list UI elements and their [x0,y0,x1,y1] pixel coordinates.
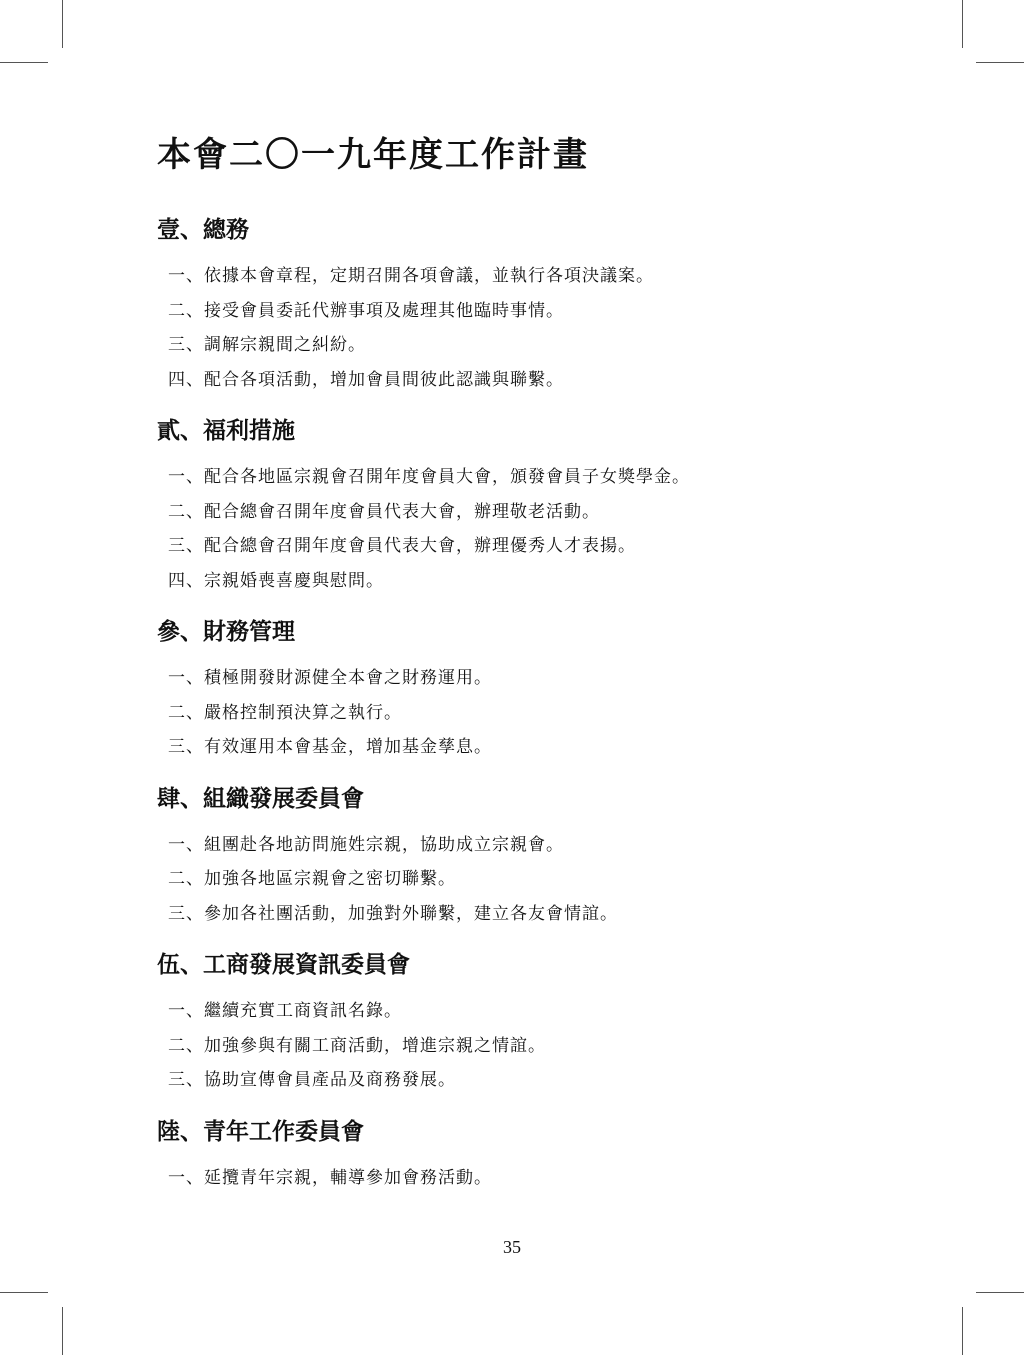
list-item: 二、嚴格控制預決算之執行。 [168,702,402,723]
crop-mark [976,1292,1024,1293]
crop-mark [962,1307,963,1355]
crop-mark [976,62,1024,63]
page-number: 35 [503,1237,521,1257]
crop-mark [962,0,963,48]
section-heading: 壹、總務 [157,217,249,243]
section-heading: 陸、青年工作委員會 [157,1118,364,1145]
list-item: 一、配合各地區宗親會召開年度會員大會，頒發會員子女獎學金。 [168,467,690,487]
list-item: 四、配合各項活動，增加會員間彼此認識與聯繫。 [168,369,564,390]
section-welfare [157,416,937,598]
section-business-info [157,950,937,1098]
section-organization [157,784,937,932]
section-heading: 參、財務管理 [157,619,295,645]
list-item: 一、延攬青年宗親，輔導參加會務活動。 [168,1167,492,1188]
section-heading: 伍、工商發展資訊委員會 [157,952,410,978]
list-item: 二、接受會員委託代辦事項及處理其他臨時事情。 [168,300,564,321]
crop-mark [62,1307,63,1355]
crop-mark [0,62,48,63]
work-plan-content [157,205,937,1195]
section-general-affairs [157,215,937,397]
crop-mark [62,0,63,48]
section-heading: 肆、組織發展委員會 [157,785,364,812]
list-item: 一、組團赴各地訪問施姓宗親，協助成立宗親會。 [168,834,564,855]
section-finance [157,617,937,765]
section-youth [157,1117,937,1196]
list-item: 三、參加各社團活動，加強對外聯繫，建立各友會情誼。 [168,903,618,924]
page-title: 本會二〇一九年度工作計畫 [157,135,589,175]
section-heading: 貳、福利措施 [157,418,295,444]
list-item: 一、積極開發財源健全本會之財務運用。 [168,668,492,688]
list-item: 二、加強參與有關工商活動，增進宗親之情誼。 [168,1035,546,1056]
list-item: 四、宗親婚喪喜慶與慰問。 [168,570,384,591]
list-item: 三、配合總會召開年度會員代表大會，辦理優秀人才表揚。 [168,536,636,556]
list-item: 一、繼續充實工商資訊名錄。 [168,1001,402,1021]
list-item: 二、配合總會召開年度會員代表大會，辦理敬老活動。 [168,501,600,522]
list-item: 三、調解宗親間之糾紛。 [168,335,366,355]
list-item: 三、協助宣傳會員產品及商務發展。 [168,1070,456,1090]
crop-mark [0,1292,48,1293]
list-item: 一、依據本會章程，定期召開各項會議，並執行各項決議案。 [168,266,654,286]
list-item: 三、有效運用本會基金，增加基金孳息。 [168,737,492,757]
list-item: 二、加強各地區宗親會之密切聯繫。 [168,869,456,889]
